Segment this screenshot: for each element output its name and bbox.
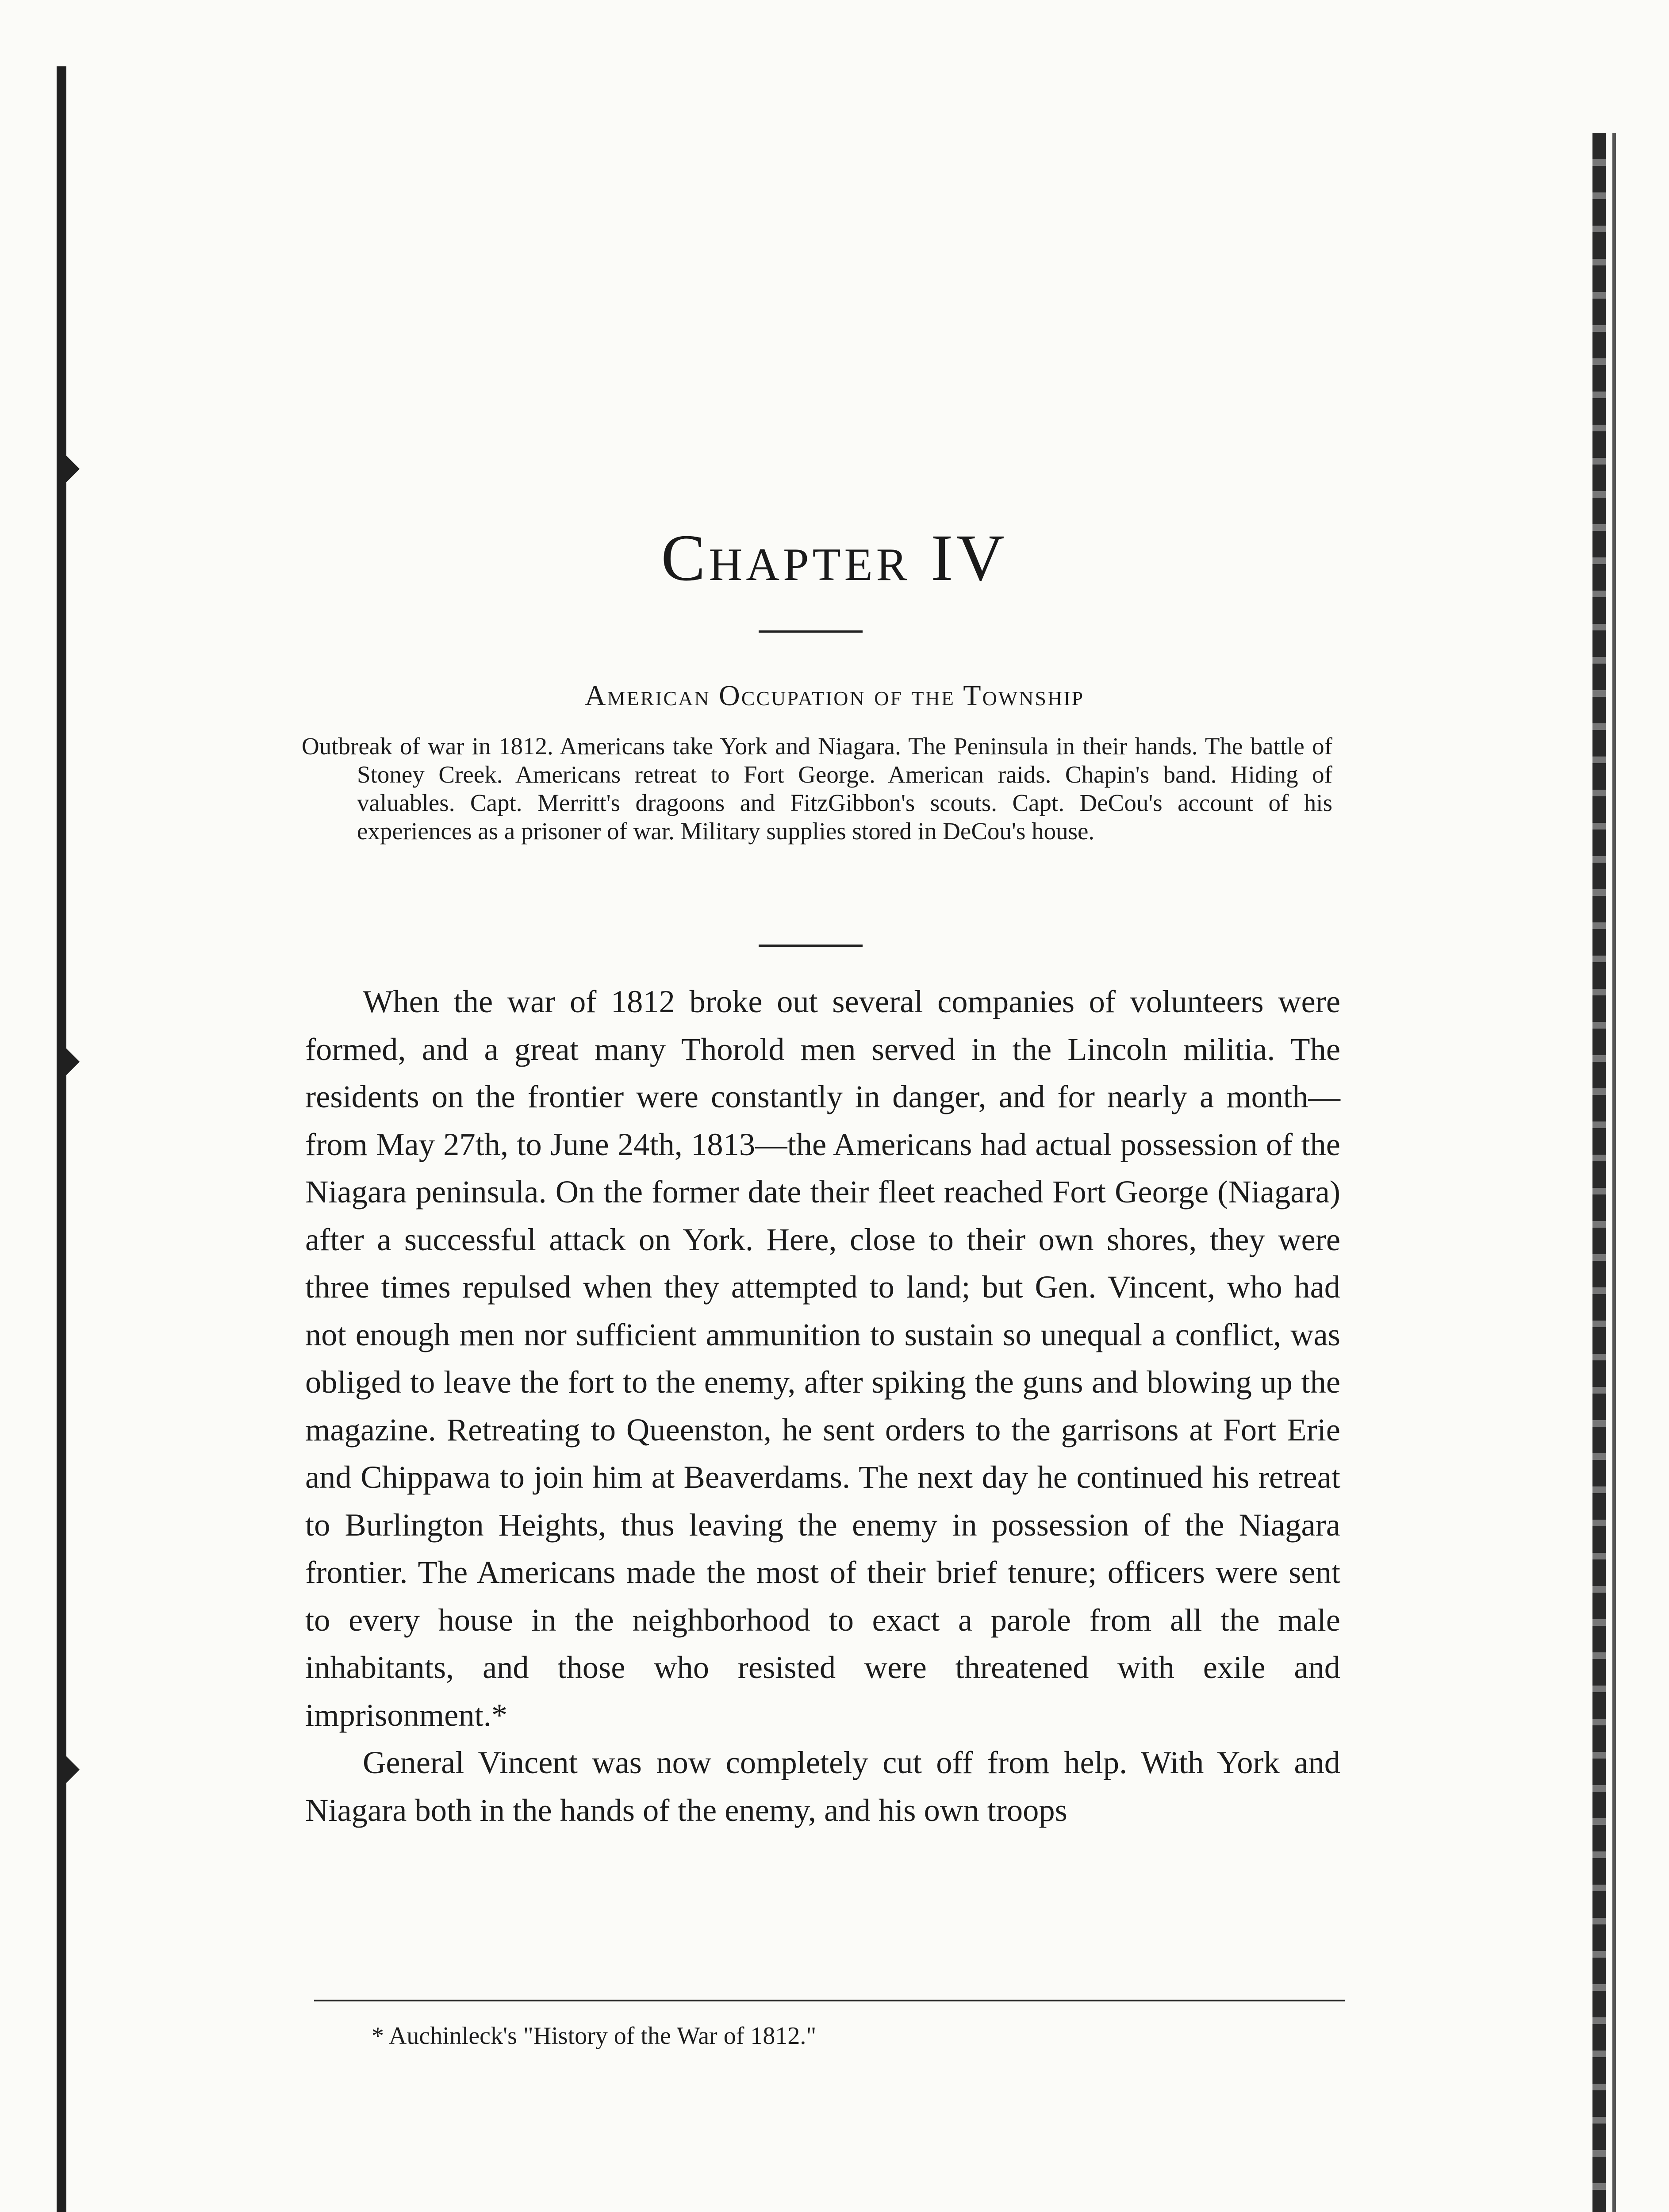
- paragraph-1: When the war of 1812 broke out several companies of volunteers were formed, and a great many Thorold men served in the Lincoln militia. The residents on the frontier were constantly in danger, and for nearly a month—from May 27th, to June 24th, 1813—the Americans had actual possession of the Niagara peninsula. On the former date their fleet reached Fort George (Niagara) after a successful attack on York. Here, close to their own shores, they were three times repulsed when they attempted to land; but Gen. Vincent, who had not enough men nor sufficient ammunition to sustain so unequal a conflict, was obliged to leave the fort to the enemy, after spiking the guns and blowing up the magazine. Retreating to Queenston, he sent orders to the garrisons at Fort Erie and Chippawa to join him at Beaverdams. The next day he continued his retreat to Burlington Heights, thus leaving the enemy in possession of the Niagara frontier. The Americans made the most of their brief tenure; officers were sent to every house in the neighborhood to exact a parole from all the male inhabitants, and those who resisted were threatened with exile and imprisonment.*: [305, 983, 1340, 1733]
- footnote: * Auchinleck's "History of the War of 1812.": [372, 2022, 817, 2050]
- paragraph-2: General Vincent was now completely cut off from help. With York and Niagara both in the hands of the enemy, and his own troops: [305, 1744, 1340, 1828]
- chapter-summary: Outbreak of war in 1812. Americans take York and Niagara. The Peninsula in their hands. The battle of Stoney Creek. Americans retreat to Fort George. American raids. Chapin's band. Hiding of valuables. Capt. Merritt's dragoons and FitzGibbon's scouts. Capt. DeCou's account of his experiences as a prisoner of war. Military supplies stored in DeCou's house.: [302, 733, 1332, 845]
- binding-notch: [62, 1752, 80, 1787]
- binding-edge-right: [1592, 133, 1606, 2212]
- binding-notch: [62, 1044, 80, 1079]
- binding-edge-left: [57, 66, 66, 2212]
- footnote-rule: [314, 2000, 1345, 2001]
- title-rule: [759, 630, 863, 633]
- binding-edge-right-thin: [1612, 133, 1616, 2212]
- body-text: [305, 978, 1340, 1834]
- binding-notch: [62, 451, 80, 487]
- chapter-title: Chapter IV: [661, 521, 1008, 595]
- summary-rule: [759, 945, 863, 947]
- chapter-subtitle: American Occupation of the Township: [584, 680, 1085, 712]
